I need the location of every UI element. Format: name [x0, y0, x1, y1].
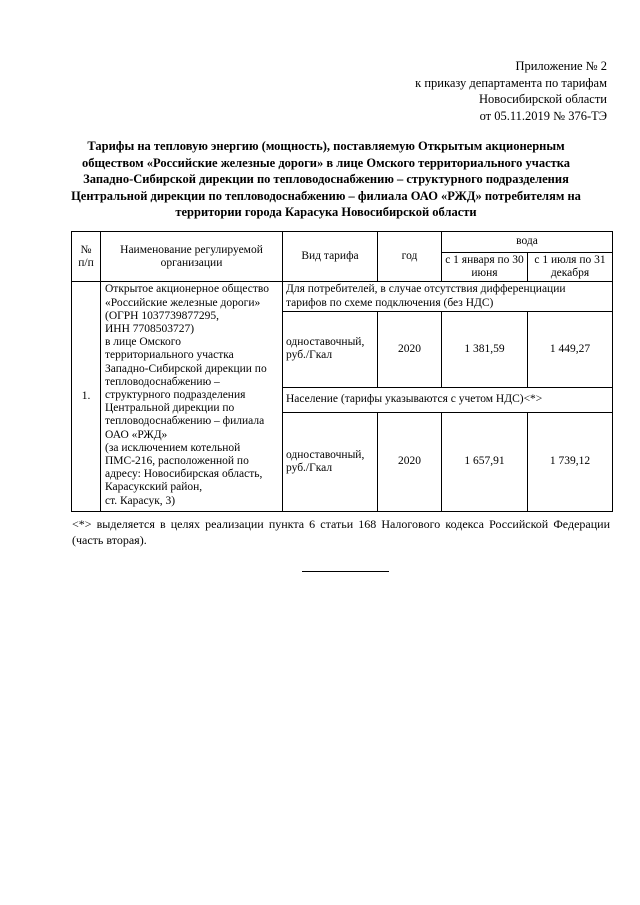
org-line: (за исключением котельной: [105, 441, 241, 454]
tariff-type-cell: одноставочный, руб./Гкал: [283, 311, 378, 387]
value-cell-period-1: 1 657,91: [442, 412, 528, 511]
value-cell-period-1: 1 381,59: [442, 311, 528, 387]
section-consumers: Для потребителей, в случае отсутствия дифференциации тарифов по схеме подключения (без НДС): [283, 282, 613, 311]
value-cell-period-2: 1 739,12: [528, 412, 613, 511]
org-line: Западно-Сибирской дирекции по: [105, 362, 267, 375]
header-num: № п/п: [72, 232, 101, 282]
tariff-table: [71, 231, 613, 512]
row-number: 1.: [72, 282, 101, 511]
header-period-1: с 1 января по 30 июня: [442, 253, 528, 282]
year-cell: 2020: [378, 412, 442, 511]
header-org: Наименование регулируемой организации: [101, 232, 283, 282]
header-year: год: [378, 232, 442, 282]
table-row: [72, 282, 613, 311]
tariff-type-cell: одноставочный, руб./Гкал: [283, 412, 378, 511]
document-title: Тарифы на тепловую энергию (мощность), поставляемую Открытым акционерным обществом «Российские железные дороги» в лице Омского территориального участка Западно-Сибирской дирекции по тепловодоснабжению – структурного подразделения Центральной дирекции по тепловодоснабжению – филиала ОАО «РЖД» потребителям на территории города Карасука Новосибирской области: [71, 139, 581, 220]
org-line: ОАО «РЖД»: [105, 428, 168, 441]
org-line: ст. Карасук, 3): [105, 494, 176, 507]
appendix-region: Новосибирской области: [478, 92, 607, 106]
table-header-row: [72, 232, 613, 253]
section-population: Население (тарифы указываются с учетом НДС)<*>: [283, 387, 613, 412]
value-cell-period-2: 1 449,27: [528, 311, 613, 387]
org-line: Карасукский район,: [105, 481, 203, 494]
org-line: тепловодоснабжению –: [105, 375, 220, 388]
header-water: вода: [442, 232, 613, 253]
appendix-header: [415, 58, 607, 124]
organization-name: [101, 282, 283, 511]
org-line: ИНН 7708503727): [105, 323, 195, 336]
header-period-2: с 1 июля по 31 декабря: [528, 253, 613, 282]
org-line: структурного подразделения: [105, 389, 246, 402]
org-line: Открытое акционерное общество: [105, 283, 269, 296]
closing-divider: [302, 571, 389, 572]
org-line: территориального участка: [105, 349, 234, 362]
org-line: (ОГРН 1037739877295,: [105, 309, 219, 322]
appendix-number: Приложение № 2: [515, 59, 607, 73]
org-line: адресу: Новосибирская область,: [105, 468, 263, 481]
appendix-order-ref: к приказу департамента по тарифам: [415, 75, 607, 90]
appendix-order-date: от 05.11.2019 № 376-ТЭ: [479, 108, 607, 123]
year-cell: 2020: [378, 311, 442, 387]
org-line: «Российские железные дороги»: [105, 296, 261, 309]
org-line: ПМС-216, расположенной по: [105, 455, 249, 468]
footnote: <*> выделяется в целях реализации пункта 6 статьи 168 Налогового кодекса Российской Федерации (часть вторая).: [72, 517, 610, 547]
header-tariff-type: Вид тарифа: [283, 232, 378, 282]
org-line: тепловодоснабжению – филиала: [105, 415, 265, 428]
org-line: Центральной дирекции по: [105, 402, 235, 415]
org-line: в лице Омского: [105, 336, 181, 349]
